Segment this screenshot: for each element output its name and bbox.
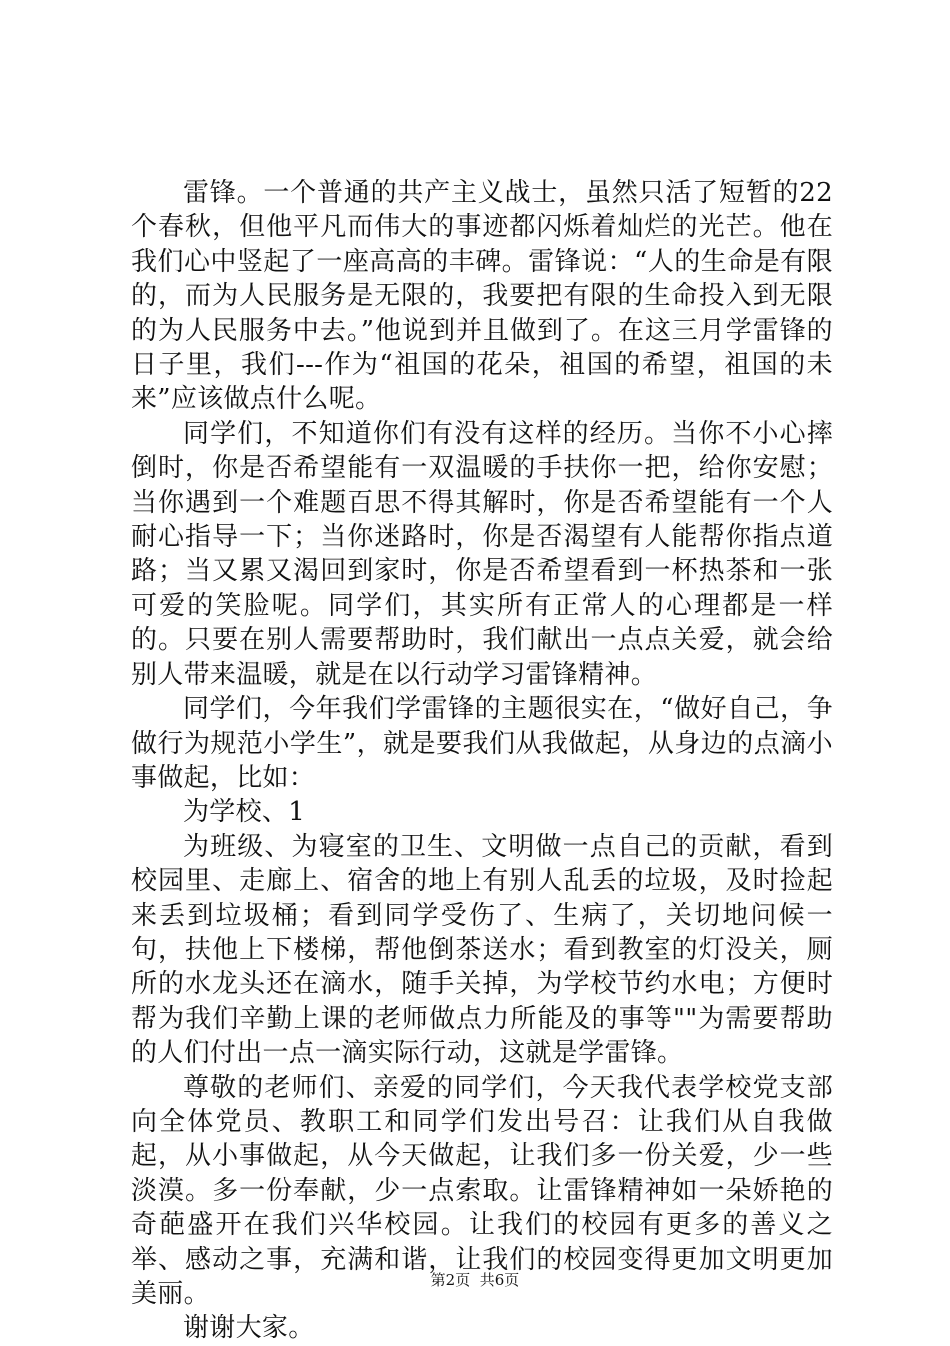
paragraph-7: 谢谢大家。 [183, 1313, 315, 1344]
paragraph-6: 尊敬的老师们、亲爱的同学们，今天我代表学校党支部向全体党员、教职工和同学们发出号召：让我们从自我做起，从小事做起，从今天做起，让我们多一份关爱，少一些淡漠。多一份奉献，少一点索取。让雷锋精神如一朵娇艳的奇葩盛开在我们兴华校园。让我们的校园有更多的善义之举、感动之事，充满和谐，让我们的校园变得更加文明更加美丽。 [131, 1072, 833, 1309]
page-number-total: 共6页 [479, 1271, 520, 1289]
page-footer [0, 1270, 950, 1290]
paragraph-1: 雷锋。一个普通的共产主义战士，虽然只活了短暂的22个春秋，但他平凡而伟大的事迹都闪烁着灿烂的光芒。他在我们心中竖起了一座高高的丰碑。雷锋说：“人的生命是有限的，而为人民服务是无限的，我要把有限的生命投入到无限的为人民服务中去。”他说到并且做到了。在这三月学雷锋的日子里，我们---作为“祖国的花朵，祖国的希望，祖国的未来”应该做点什么呢。 [131, 178, 833, 415]
document-body [131, 176, 833, 1346]
paragraph-4: 为学校、1 [183, 797, 306, 828]
paragraph-2: 同学们，不知道你们有没有这样的经历。当你不小心摔倒时，你是否希望能有一双温暖的手扶你一把，给你安慰；当你遇到一个难题百思不得其解时，你是否希望能有一个人耐心指导一下；当你迷路时，你是否渴望有人能帮你指点道路；当又累又渴回到家时，你是否希望看到一杯热茶和一张可爱的笑脸呢。同学们，其实所有正常人的心理都是一样的。只要在别人需要帮助时，我们献出一点点关爱，就会给别人带来温暖，就是在以行动学习雷锋精神。 [131, 418, 833, 690]
paragraph-5: 为班级、为寝室的卫生、文明做一点自己的贡献，看到校园里、走廊上、宿舍的地上有别人乱丢的垃圾，及时捡起来丢到垃圾桶；看到同学受伤了、生病了，关切地问候一句，扶他上下楼梯，帮他倒茶送水；看到教室的灯没关，厕所的水龙头还在滴水，随手关掉，为学校节约水电；方便时帮为我们辛勤上课的老师做点力所能及的事等""为需要帮助的人们付出一点一滴实际行动，这就是学雷锋。 [131, 831, 833, 1069]
page-number-current: 第2页 [430, 1271, 471, 1289]
paragraph-3: 同学们，今年我们学雷锋的主题很实在，“做好自己，争做行为规范小学生”，就是要我们从我做起，从身边的点滴小事做起，比如： [131, 694, 833, 793]
